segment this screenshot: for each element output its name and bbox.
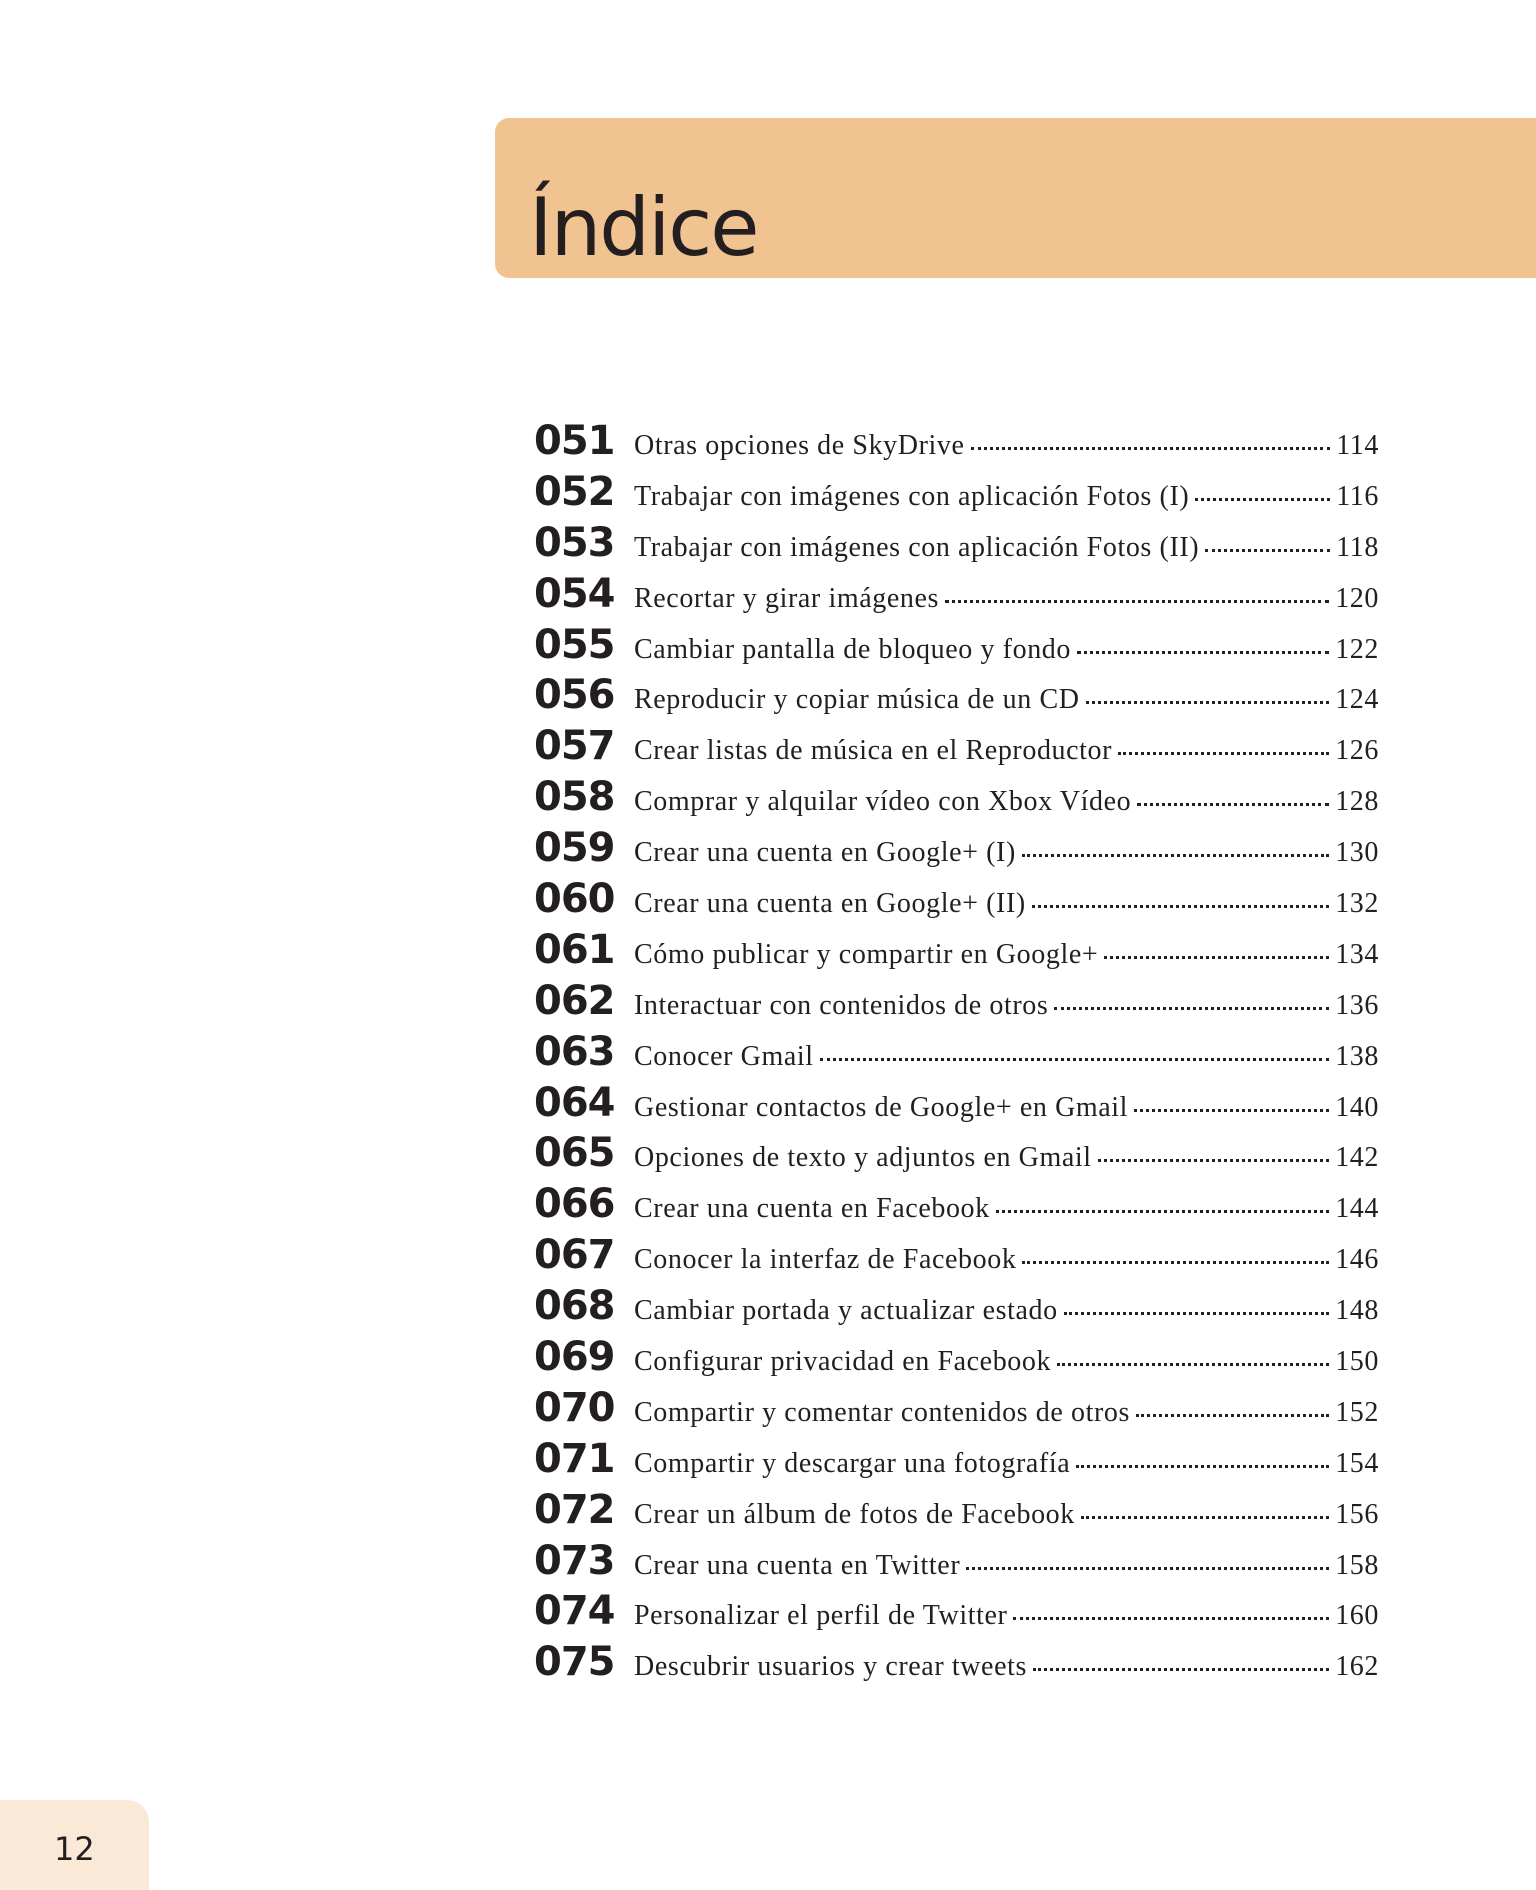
table-of-contents xyxy=(534,418,1379,1690)
toc-entry-title: Compartir y comentar contenidos de otros xyxy=(634,1396,1130,1428)
toc-entry-title: Cómo publicar y compartir en Google+ xyxy=(634,938,1099,970)
toc-entry-title: Comprar y alquilar vídeo con Xbox Vídeo xyxy=(634,786,1132,818)
toc-entry-title: Interactuar con contenidos de otros xyxy=(634,989,1049,1021)
toc-entry xyxy=(534,927,1379,978)
toc-entry-number: 071 xyxy=(534,1435,615,1482)
toc-dot-leader xyxy=(1086,701,1330,704)
toc-entry-title: Crear listas de música en el Reproductor xyxy=(634,735,1113,767)
toc-entry-number: 054 xyxy=(534,570,615,617)
page-number: 12 xyxy=(54,1830,95,1868)
toc-entry-number: 053 xyxy=(534,519,615,566)
toc-entry-title: Crear una cuenta en Google+ (I) xyxy=(634,837,1016,869)
toc-entry xyxy=(534,1029,1379,1080)
toc-entry-page: 130 xyxy=(1335,837,1379,869)
toc-entry-title: Configurar privacidad en Facebook xyxy=(634,1346,1052,1378)
toc-entry-title: Descubrir usuarios y crear tweets xyxy=(634,1651,1027,1683)
toc-entry-title: Cambiar portada y actualizar estado xyxy=(634,1295,1058,1327)
toc-entry-number: 074 xyxy=(534,1588,615,1635)
toc-entry xyxy=(534,1436,1379,1487)
toc-entry-page: 152 xyxy=(1335,1396,1379,1428)
toc-entry-title: Conocer la interfaz de Facebook xyxy=(634,1244,1017,1276)
toc-entry-title: Reproducir y copiar música de un CD xyxy=(634,684,1080,716)
toc-dot-leader xyxy=(971,447,1331,450)
toc-entry-page: 124 xyxy=(1335,684,1379,716)
toc-dot-leader xyxy=(945,600,1329,603)
toc-entry-number: 059 xyxy=(534,825,615,872)
toc-entry xyxy=(534,1283,1379,1334)
toc-entry-page: 120 xyxy=(1335,582,1379,614)
toc-dot-leader xyxy=(1054,1007,1329,1010)
toc-entry-page: 156 xyxy=(1335,1498,1379,1530)
toc-entry-number: 065 xyxy=(534,1130,615,1177)
toc-dot-leader xyxy=(1136,1414,1329,1417)
toc-entry-title: Otras opciones de SkyDrive xyxy=(634,430,965,461)
toc-entry-page: 146 xyxy=(1335,1244,1379,1276)
toc-entry-number: 056 xyxy=(534,672,615,719)
toc-entry-title: Crear una cuenta en Google+ (II) xyxy=(634,888,1026,920)
toc-dot-leader xyxy=(1195,498,1330,501)
toc-entry-title: Gestionar contactos de Google+ en Gmail xyxy=(634,1091,1129,1123)
toc-entry xyxy=(534,1639,1379,1690)
toc-dot-leader xyxy=(1137,803,1329,806)
toc-dot-leader xyxy=(1032,905,1329,908)
toc-dot-leader xyxy=(1081,1516,1329,1519)
toc-entry xyxy=(534,1487,1379,1538)
toc-entry-title: Recortar y girar imágenes xyxy=(634,582,939,614)
toc-entry xyxy=(534,774,1379,825)
toc-dot-leader xyxy=(1022,854,1329,857)
toc-entry-number: 068 xyxy=(534,1283,615,1330)
toc-entry-number: 073 xyxy=(534,1537,615,1584)
toc-entry xyxy=(534,622,1379,673)
toc-entry xyxy=(534,672,1379,723)
toc-entry xyxy=(534,723,1379,774)
toc-dot-leader xyxy=(1134,1109,1329,1112)
header-band xyxy=(495,118,1536,278)
toc-entry-page: 134 xyxy=(1335,938,1379,970)
page-number-tab xyxy=(0,1800,149,1890)
toc-entry-page: 126 xyxy=(1335,735,1379,767)
toc-entry-number: 055 xyxy=(534,621,615,668)
toc-dot-leader xyxy=(1033,1668,1329,1671)
toc-dot-leader xyxy=(1022,1261,1329,1264)
toc-entry-page: 128 xyxy=(1335,786,1379,818)
toc-entry xyxy=(534,978,1379,1029)
toc-entry-page: 150 xyxy=(1335,1346,1379,1378)
toc-entry-title: Crear una cuenta en Twitter xyxy=(634,1549,961,1581)
toc-entry-number: 064 xyxy=(534,1079,615,1126)
toc-entry-number: 052 xyxy=(534,468,615,515)
toc-entry xyxy=(534,1130,1379,1181)
toc-entry-page: 136 xyxy=(1335,989,1379,1021)
toc-dot-leader xyxy=(1118,752,1329,755)
toc-entry-title: Conocer Gmail xyxy=(634,1040,814,1072)
toc-entry xyxy=(534,418,1379,469)
toc-dot-leader xyxy=(1064,1312,1329,1315)
toc-entry xyxy=(534,520,1379,571)
toc-entry-title: Compartir y descargar una fotografía xyxy=(634,1447,1071,1479)
toc-dot-leader xyxy=(1077,651,1329,654)
toc-dot-leader xyxy=(1098,1159,1330,1162)
toc-entry-page: 118 xyxy=(1336,531,1379,563)
toc-entry-page: 114 xyxy=(1336,430,1379,461)
toc-entry-number: 057 xyxy=(534,723,615,770)
toc-entry xyxy=(534,1080,1379,1131)
toc-entry-page: 162 xyxy=(1335,1651,1379,1683)
toc-dot-leader xyxy=(820,1058,1330,1061)
toc-entry-number: 066 xyxy=(534,1181,615,1228)
toc-dot-leader xyxy=(996,1210,1329,1213)
toc-entry-page: 132 xyxy=(1335,888,1379,920)
toc-entry xyxy=(534,571,1379,622)
toc-entry xyxy=(534,1334,1379,1385)
toc-entry xyxy=(534,1538,1379,1589)
toc-entry-number: 062 xyxy=(534,977,615,1024)
toc-entry xyxy=(534,469,1379,520)
toc-entry-number: 075 xyxy=(534,1639,615,1686)
toc-entry-page: 160 xyxy=(1335,1600,1379,1632)
toc-entry-title: Personalizar el perfil de Twitter xyxy=(634,1600,1008,1632)
toc-dot-leader xyxy=(1076,1465,1329,1468)
toc-entry-number: 072 xyxy=(534,1486,615,1533)
toc-entry xyxy=(534,825,1379,876)
toc-entry-number: 067 xyxy=(534,1232,615,1279)
toc-entry-number: 069 xyxy=(534,1334,615,1381)
toc-entry-number: 058 xyxy=(534,774,615,821)
toc-entry-page: 154 xyxy=(1335,1447,1379,1479)
toc-entry-page: 142 xyxy=(1335,1142,1379,1174)
toc-entry xyxy=(534,1232,1379,1283)
toc-entry-page: 144 xyxy=(1335,1193,1379,1225)
toc-entry-title: Opciones de texto y adjuntos en Gmail xyxy=(634,1142,1092,1174)
toc-entry-page: 158 xyxy=(1335,1549,1379,1581)
toc-entry-title: Trabajar con imágenes con aplicación Fotos (I) xyxy=(634,480,1190,512)
toc-entry-title: Crear un álbum de fotos de Facebook xyxy=(634,1498,1075,1530)
toc-entry-page: 140 xyxy=(1335,1091,1379,1123)
toc-entry-title: Trabajar con imágenes con aplicación Fotos (II) xyxy=(634,531,1200,563)
toc-entry-number: 061 xyxy=(534,926,615,973)
toc-entry-page: 122 xyxy=(1335,633,1379,665)
toc-entry-number: 060 xyxy=(534,876,615,923)
toc-entry-page: 148 xyxy=(1335,1295,1379,1327)
page-title: Índice xyxy=(529,181,758,274)
toc-dot-leader xyxy=(1205,549,1330,552)
toc-dot-leader xyxy=(1104,956,1329,959)
toc-dot-leader xyxy=(1057,1363,1329,1366)
toc-dot-leader xyxy=(1013,1617,1329,1620)
toc-entry xyxy=(534,1181,1379,1232)
toc-entry-number: 051 xyxy=(534,418,615,464)
toc-entry-page: 138 xyxy=(1335,1040,1379,1072)
toc-entry-title: Crear una cuenta en Facebook xyxy=(634,1193,990,1225)
toc-dot-leader xyxy=(966,1567,1329,1570)
toc-entry-page: 116 xyxy=(1336,480,1379,512)
toc-entry xyxy=(534,1385,1379,1436)
toc-entry-title: Cambiar pantalla de bloqueo y fondo xyxy=(634,633,1071,665)
toc-entry xyxy=(534,1588,1379,1639)
toc-entry-number: 070 xyxy=(534,1384,615,1431)
toc-entry xyxy=(534,876,1379,927)
toc-entry-number: 063 xyxy=(534,1028,615,1075)
